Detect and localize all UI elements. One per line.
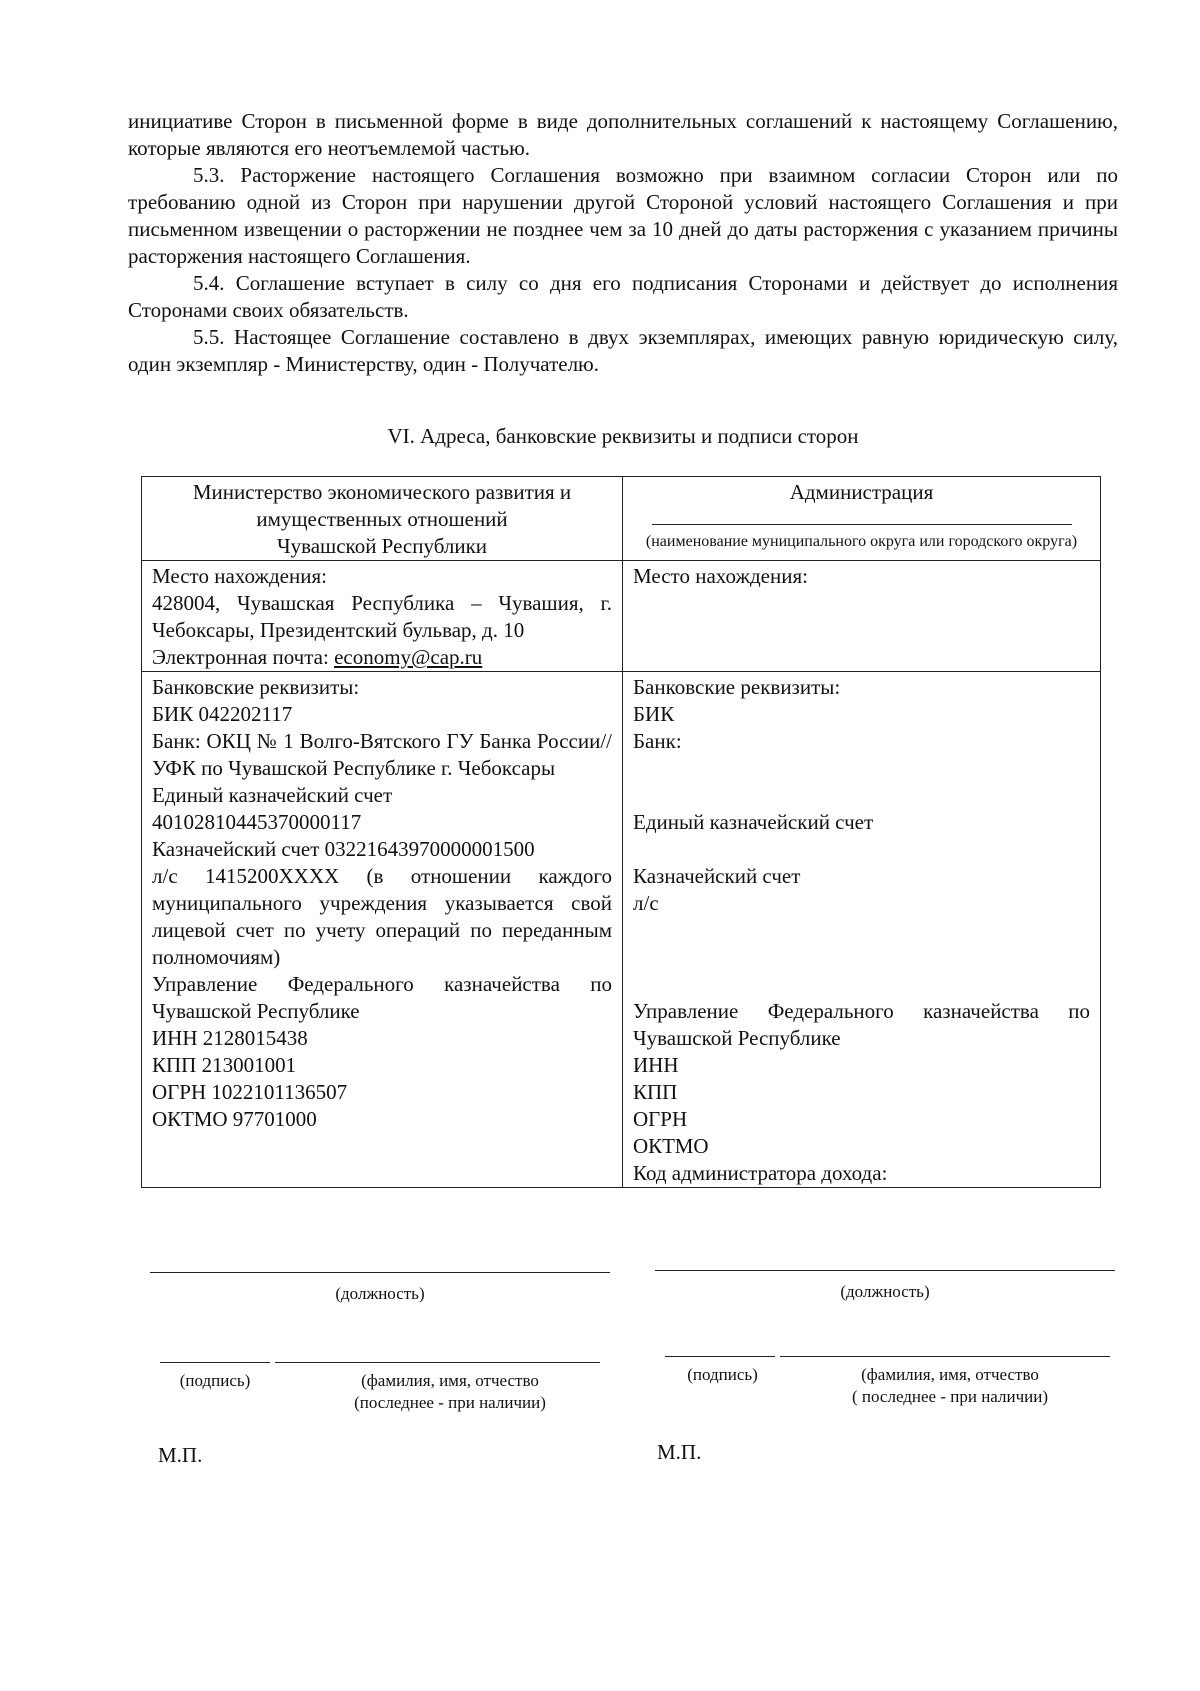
requisites-table xyxy=(141,476,1101,1188)
ogrn: ОГРН xyxy=(633,1107,688,1131)
fio-line2: ( последнее - при наличии) xyxy=(851,1387,1048,1406)
left-signature-line xyxy=(160,1362,270,1363)
left-position-caption: (должность) xyxy=(335,1284,425,1303)
bik: БИК xyxy=(633,702,675,726)
ufk: Управление Федерального казначейства по Чувашской Республике xyxy=(152,972,612,1023)
single-account: 40102810445370000117 xyxy=(152,810,362,834)
left-stamp-mark: М.П. xyxy=(158,1443,203,1467)
address: 428004, Чувашская Республика – Чувашия, г. Чебоксары, Президентский бульвар, д. 10 xyxy=(152,591,612,642)
paragraph-continuation: инициативе Сторон в письменной форме в виде дополнительных соглашений к настоящему Соглашению, которые являются его неотъемлемой частью. xyxy=(128,109,1118,160)
right-stamp-mark: М.П. xyxy=(657,1440,702,1464)
fio-line1: (фамилия, имя, отчество xyxy=(861,1365,1039,1384)
left-fio-caption xyxy=(300,1370,600,1414)
single-account-label: Единый казначейский счет xyxy=(633,810,874,834)
paragraph-5-4: 5.4. Соглашение вступает в силу со дня его подписания Сторонами и действует до исполнения Сторонами своих обязательств. xyxy=(128,271,1118,322)
single-account-label: Единый казначейский счет xyxy=(152,783,393,807)
inn: ИНН 2128015438 xyxy=(152,1026,308,1050)
paragraph-5-5: 5.5. Настоящее Соглашение составлено в двух экземплярах, имеющих равную юридическую силу, один экземпляр - Министерству, один - Получателю. xyxy=(128,325,1118,376)
right-fio-caption xyxy=(790,1364,1110,1408)
section-title: VI. Адреса, банковские реквизиты и подписи сторон xyxy=(387,424,859,448)
right-fio-line xyxy=(780,1356,1110,1357)
right-header-note: (наименование муниципального округа или городского округа) xyxy=(645,533,1078,550)
personal-account: л/с xyxy=(633,891,659,915)
right-header-title: Администрация xyxy=(789,480,934,504)
right-location-cell xyxy=(623,561,1101,672)
table-row-bank xyxy=(142,672,1101,1188)
left-header-line: имущественных отношений xyxy=(256,507,508,531)
ogrn: ОГРН 1022101136507 xyxy=(152,1080,348,1104)
spacer xyxy=(152,1133,612,1160)
location-label: Место нахождения: xyxy=(633,564,808,588)
intro-text xyxy=(128,108,1118,378)
left-header-line: Чувашской Республики xyxy=(276,534,488,558)
spacer xyxy=(633,971,1090,998)
oktmo: ОКТМО xyxy=(633,1134,709,1158)
left-header-line: Министерство экономического развития и xyxy=(192,480,572,504)
left-bank-cell xyxy=(142,672,623,1188)
bank: Банк: ОКЦ № 1 Волго-Вятского ГУ Банка России//УФК по Чувашской Республике г. Чебоксары xyxy=(152,729,612,780)
kpp: КПП xyxy=(633,1080,678,1104)
ufk: Управление Федерального казначейства по Чувашской Республике xyxy=(633,999,1090,1050)
fio-line2: (последнее - при наличии) xyxy=(354,1393,546,1412)
left-signature-caption: (подпись) xyxy=(179,1371,251,1390)
right-signature-line xyxy=(665,1356,775,1357)
right-position-caption: (должность) xyxy=(840,1282,930,1301)
right-header-cell xyxy=(623,477,1101,561)
left-fio-line xyxy=(275,1362,600,1363)
spacer xyxy=(633,755,1090,782)
email-row xyxy=(152,644,612,671)
inn: ИНН xyxy=(633,1053,679,1077)
table-row-header xyxy=(142,477,1101,561)
kpp: КПП 213001001 xyxy=(152,1053,297,1077)
left-position-line xyxy=(150,1272,610,1273)
table-row-location xyxy=(142,561,1101,672)
right-position-line xyxy=(655,1270,1115,1271)
location-label: Место нахождения: xyxy=(152,564,327,588)
email-link[interactable]: economy@cap.ru xyxy=(334,645,483,669)
oktmo: ОКТМО 97701000 xyxy=(152,1107,317,1131)
spacer xyxy=(633,782,1090,809)
fio-line1: (фамилия, имя, отчество xyxy=(361,1371,539,1390)
right-bank-cell xyxy=(623,672,1101,1188)
bank-label: Банковские реквизиты: xyxy=(633,675,841,699)
spacer xyxy=(633,917,1090,944)
right-signature-caption: (подпись) xyxy=(687,1365,758,1384)
treasury-account: Казначейский счет xyxy=(633,864,801,888)
left-location-cell xyxy=(142,561,623,672)
personal-account: л/с 1415200XXXX (в отношении каждого муниципального учреждения указывается свой лицевой счет по учету операций по переданным полномочиям) xyxy=(152,864,612,969)
spacer xyxy=(633,944,1090,971)
bank-label: Банковские реквизиты: xyxy=(152,675,360,699)
bank: Банк: xyxy=(633,729,682,753)
treasury-account: Казначейский счет 03221643970000001500 xyxy=(152,837,535,861)
spacer xyxy=(633,836,1090,863)
left-header-cell xyxy=(142,477,623,561)
admin-code: Код администратора дохода: xyxy=(633,1161,888,1185)
bik: БИК 042202117 xyxy=(152,702,293,726)
email-label: Электронная почта: xyxy=(152,645,329,669)
municipality-name-line xyxy=(652,514,1072,525)
paragraph-5-3: 5.3. Расторжение настоящего Соглашения возможно при взаимном согласии Сторон или по требованию одной из Сторон при нарушении другой Стороной условий настоящего Соглашения и при письменном извещении о расторжении не позднее чем за 10 дней до даты расторжения с указанием причины расторжения настоящего Соглашения. xyxy=(128,163,1118,268)
